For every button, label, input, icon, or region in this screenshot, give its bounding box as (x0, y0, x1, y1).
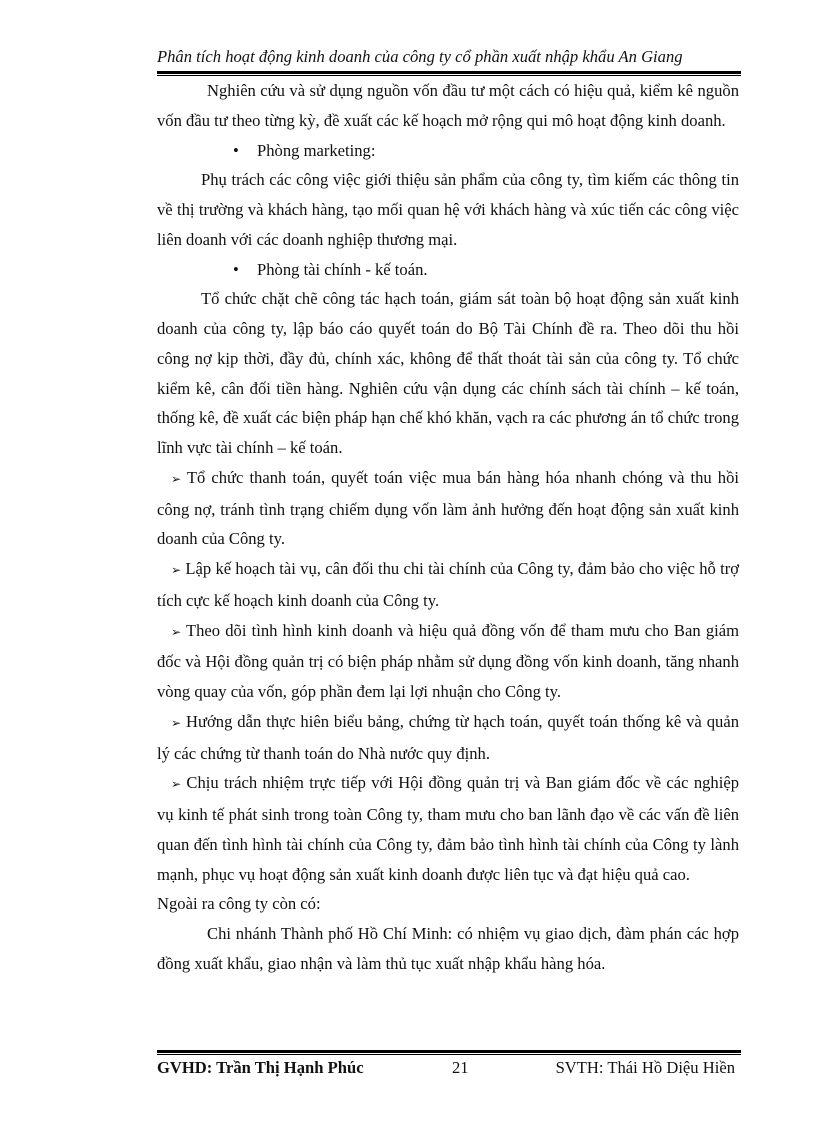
bullet-finance-label: Phòng tài chính - kế toán. (257, 259, 428, 279)
arrow-item-3 (157, 616, 739, 707)
paragraph-marketing: Phụ trách các công việc giới thiệu sản phẩm của công ty, tìm kiếm các thông tin về thị trường và khách hàng, tạo mối quan hệ với khách hàng và xúc tiến các công việc liên doanh với các doanh nghiệp thương mại. (157, 170, 739, 249)
arrow-item-1-text: Tổ chức thanh toán, quyết toán việc mua bán hàng hóa nhanh chóng và thu hồi công nợ, tránh tình trạng chiếm dụng vốn làm ảnh hưởng đến hoạt động sản xuất kinh doanh của Công ty. (157, 467, 739, 549)
arrow-item-2-text: Lập kế hoạch tài vụ, cân đối thu chi tài chính của Công ty, đảm bảo cho việc hỗ trợ tích cực kế hoạch kinh doanh của Công ty. (157, 559, 739, 610)
footer-advisor: GVHD: Trần Thị Hạnh Phúc (157, 1058, 364, 1077)
arrow-item-4 (157, 707, 739, 769)
bullet-finance (157, 255, 739, 285)
arrow-bullet-icon: ➢ (171, 563, 182, 577)
paragraph-capital-management: Nghiên cứu và sử dụng nguồn vốn đầu tư một cách có hiệu quả, kiểm kê nguồn vốn đầu tư theo từng kỳ, đề xuất các kế hoạch mở rộng qui mô hoạt động kinh doanh. (157, 81, 739, 130)
bullet-marketing (157, 136, 739, 166)
footer-student: SVTH: Thái Hồ Diệu Hiền (555, 1058, 735, 1077)
arrow-bullet-icon: ➢ (171, 715, 182, 730)
paragraph-finance: Tổ chức chặt chẽ công tác hạch toán, giám sát toàn bộ hoạt động sản xuất kinh doanh của công ty, lập báo cáo quyết toán do Bộ Tài Chính đề ra. Theo dõi thu hồi công nợ kịp thời, đầy đủ, chính xác, không để thất thoát tài sản của công ty. Tổ chức kiểm kê, cân đối tiền hàng. Nghiên cứu vận dụng các chính sách tài chính – kế toán, thống kê, đề xuất các biện pháp hạn chế khó khăn, vạch ra các phương án tổ chức trong lĩnh vực tài chính – kế toán. (157, 289, 739, 457)
footer-divider (157, 1050, 741, 1053)
bullet-marketing-label: Phòng marketing: (257, 140, 376, 160)
arrow-item-5-text: Chịu trách nhiệm trực tiếp với Hội đồng quản trị và Ban giám đốc về các nghiệp vụ kinh tế phát sinh trong toàn Công ty, tham mưu cho ban lãnh đạo về các vấn đề liên quan đến tình hình tài chính của Công ty, đảm bảo tình hình tài chính của Công ty lành mạnh, phục vụ hoạt động sản xuất kinh doanh được liên tục và đạt hiệu quả cao. (157, 773, 739, 884)
arrow-item-5 (157, 768, 739, 889)
arrow-bullet-icon: ➢ (171, 624, 182, 639)
arrow-item-4-text: Hướng dẫn thực hiên biểu bảng, chứng từ hạch toán, quyết toán thống kê và quản lý các chứng từ thanh toán do Nhà nước quy định. (157, 711, 739, 763)
arrow-item-1 (157, 463, 739, 554)
page-footer (157, 1055, 741, 1081)
arrow-item-3-text: Theo dõi tình hình kinh doanh và hiệu quả đồng vốn để tham mưu cho Ban giám đốc và Hội đồng quản trị có biện pháp nhằm sử dụng đồng vốn kinh doanh, tăng nhanh vòng quay của vốn, góp phần đem lại lợi nhuận cho Công ty. (157, 620, 739, 701)
paragraph-hcmc-branch: Chi nhánh Thành phố Hồ Chí Minh: có nhiệm vụ giao dịch, đàm phán các hợp đồng xuất khẩu, giao nhận và làm thủ tục xuất nhập khẩu hàng hóa. (157, 924, 739, 973)
arrow-item-2 (157, 554, 739, 616)
bullet-icon: • (233, 140, 239, 160)
document-body (157, 76, 739, 979)
arrow-bullet-icon: ➢ (171, 471, 182, 486)
page-header-title: Phân tích hoạt động kinh doanh của công ty cổ phần xuất nhập khẩu An Giang (157, 44, 741, 74)
paragraph-other-units: Ngoài ra công ty còn có: (157, 894, 321, 914)
arrow-bullet-icon: ➢ (171, 777, 182, 792)
bullet-icon: • (233, 259, 239, 279)
footer-page-number: 21 (452, 1058, 469, 1077)
